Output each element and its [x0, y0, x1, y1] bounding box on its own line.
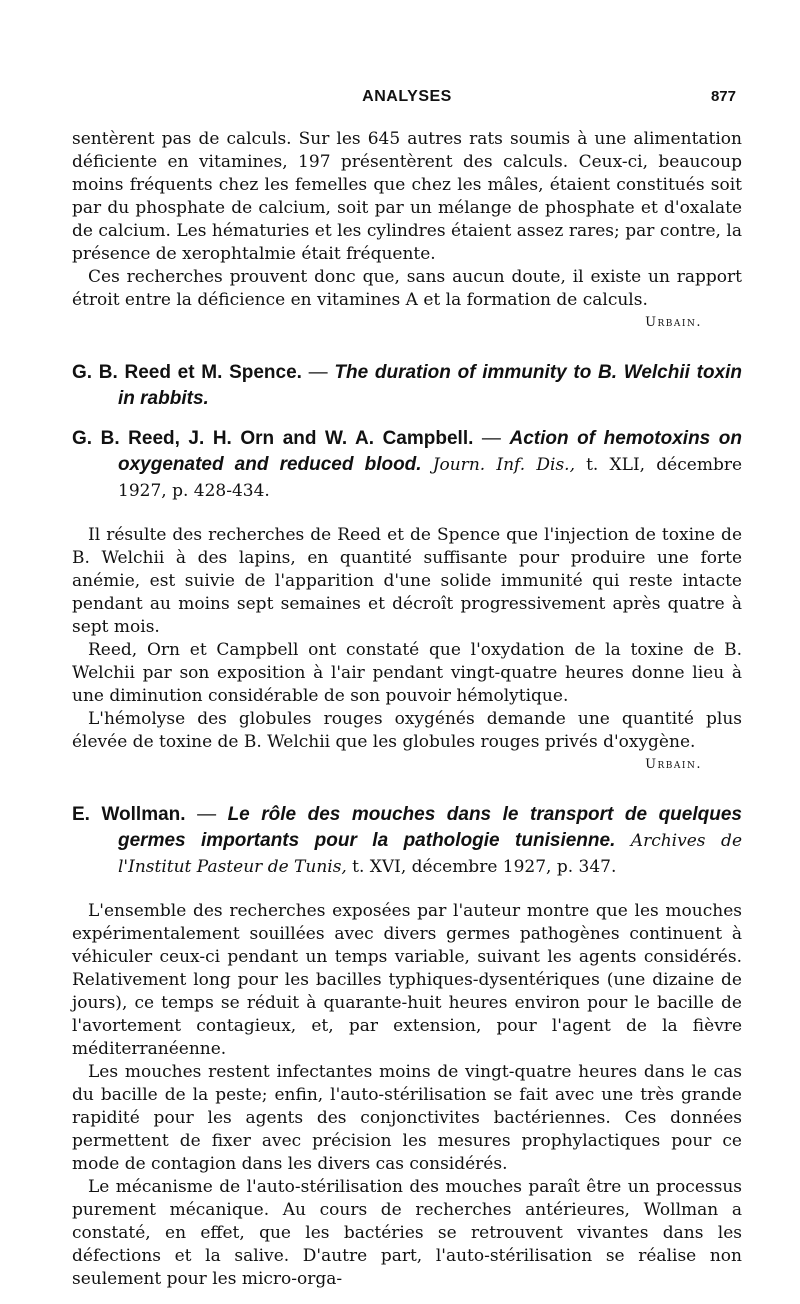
entry-title: Le rôle des mouches dans le transport de quelques germes importants pour la pathologie tunisienne.	[118, 804, 742, 851]
paragraph: Reed, Orn et Campbell ont constaté que l'oxydation de la toxine de B. Welchii par son exposition à l'air pendant vingt-quatre heures donne lieu à une diminution considérable de son pouvoir hémolytique.	[72, 640, 742, 706]
signature: Urbain.	[645, 757, 702, 772]
paragraph: Les mouches restent infectantes moins de vingt-quatre heures dans le cas du bacille de la peste; enfin, l'auto-stérilisation se fait avec une très grande rapidité pour les agents des conjonctivites bactériennes. Ces données permettent de fixer avec précision les mesures prophylactiques pour ce mode de contagion dans les divers cas considérés.	[72, 1062, 742, 1174]
paragraph: Le mécanisme de l'auto-stérilisation des mouches paraît être un processus purement mécanique. Au cours de recherches antérieures, Wollman a constaté, en effet, que les bactéries se retrouvent vivantes dans les défections et la salive. D'autre part, l'auto-stérilisation se réalise non seulement pour les micro-orga-	[72, 1177, 742, 1289]
entry-dash: —	[185, 804, 228, 825]
paragraph: L'hémolyse des globules rouges oxygénés demande une quantité plus élevée de toxine de B. Welchii que les globules rouges privés d'oxygène.	[72, 709, 742, 752]
entry-reference: t. XLI, décembre 1927, p. 428-434.	[118, 455, 743, 501]
entry-title: Action of hemotoxins on oxygenated and reduced blood.	[118, 428, 742, 475]
entry-authors: E. Wollman.	[72, 804, 186, 825]
paragraph: L'ensemble des recherches exposées par l'auteur montre que les mouches expérimentalement souillées avec divers germes pathogènes continuent à véhiculer ceux-ci pendant un temps variable, suivant les agents considérés. Relativement long pour les bacilles typhiques-dysentériques (une dizaine de jours), ce temps se réduit à quarante-huit heures environ pour le bacille de l'avortement contagieux, et, par extension, pour l'agent de la fièvre méditerranéenne.	[72, 901, 742, 1059]
paragraph: Il résulte des recherches de Reed et de Spence que l'injection de toxine de B. Welchii à des lapins, en quantité suffisante pour produire une forte anémie, est suivie de l'apparition d'une solide immunité qui reste intacte pendant au moins sept semaines et décroît progressivement après quatre à sept mois.	[72, 525, 742, 637]
entry-dash: —	[301, 362, 335, 383]
running-head	[72, 88, 742, 112]
entry-authors: G. B. Reed et M. Spence.	[72, 362, 302, 383]
entry-authors: G. B. Reed, J. H. Orn and W. A. Campbell.	[72, 428, 474, 449]
continued-paragraph: sentèrent pas de calculs. Sur les 645 autres rats soumis à une alimentation déficiente en vitamines, 197 présentèrent des calculs. Ceux-ci, beaucoup moins fréquents chez les femelles que chez les mâles, étaient constitués soit par du phosphate de calcium, soit par un mélange de phosphate et d'oxalate de calcium. Les hématuries et les cylindres étaient assez rares; par contre, la présence de xerophtalmie était fréquente.	[72, 129, 742, 264]
entry-dash: —	[473, 428, 510, 449]
entry-heading	[72, 360, 742, 412]
page-number: 877	[710, 88, 736, 105]
running-title: ANALYSES	[362, 88, 452, 105]
entry-heading	[72, 426, 742, 504]
entry-source: Archives de l'Institut Pasteur de Tunis,	[118, 831, 743, 877]
paragraph: Ces recherches prouvent donc que, sans aucun doute, il existe un rapport étroit entre la déficience en vitamines A et la formation de calculs.	[72, 267, 742, 310]
signature: Urbain.	[645, 315, 702, 330]
entry-source: Journ. Inf. Dis.,	[432, 455, 575, 475]
entry-title: The duration of immunity to B. Welchii toxin in rabbits.	[118, 362, 743, 409]
entry-reference: t. XVI, décembre 1927, p. 347.	[352, 857, 617, 877]
page-body	[72, 128, 742, 1291]
entry-heading	[72, 802, 742, 880]
